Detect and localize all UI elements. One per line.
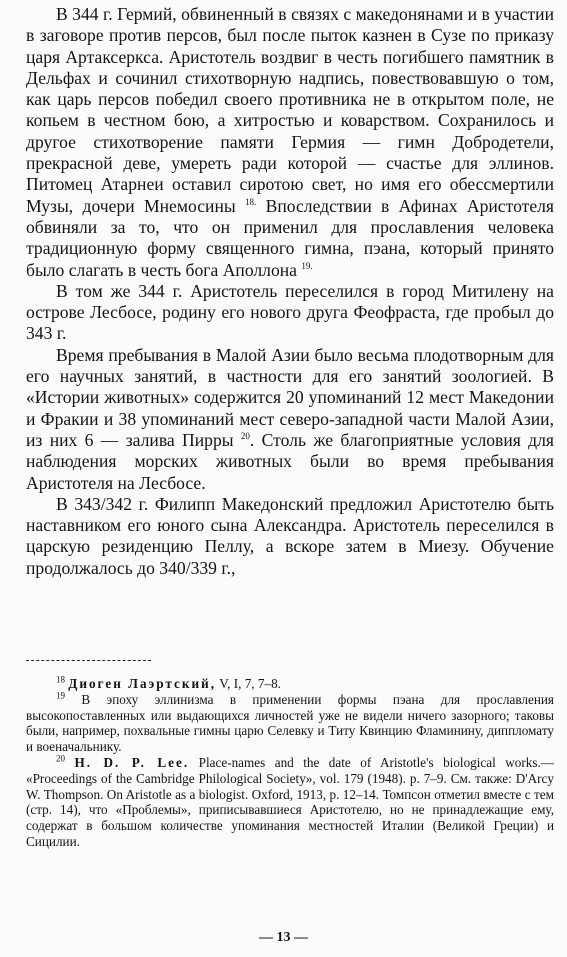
footnote-number: 20: [56, 753, 65, 764]
footnote-19: [26, 692, 554, 755]
footnotes: [26, 676, 554, 850]
footnote-text: V, I, 7, 7–8.: [216, 676, 281, 691]
page-number: — 13 —: [259, 930, 308, 945]
paragraph-3: [26, 345, 554, 494]
footnote-author: Диоген Лаэртский,: [68, 676, 216, 691]
footnote-20: [26, 755, 554, 850]
footnote-ref-18[interactable]: 18.: [245, 196, 257, 207]
footnote-number: 19: [56, 690, 65, 701]
paragraph-text: В 344 г. Гермий, обвиненный в связях с македонянами и в участии в заговоре против персов, был после пыток казнен в Сузе по приказу царя Артаксеркса. Аристотель воздвиг в честь погибшего памятник в Дельфах и сочинил стихотворную надпись, повествовавшую о том, как царь персов победил своего противника не в открытом поле, не копьем в честном бою, а хитростью и коварством. Сохранилось и другое стихотворение памяти Гермия — гимн Добродетели, прекрасной деве, умереть ради которой — счастье для эллинов. Питомец Атарнеи оставил сиротою свет, но имя его обессмертили Музы, дочери Мнемосины: [26, 4, 554, 216]
footnote-text: В эпоху эллинизма в применении формы пэана для прославления высокопоставленных или выдающихся личностей уже не видели ничего зазорного; таковы были, например, похвальные гимны царю Селевку и Титу Квинцию Фламинину, диппломату и военачальнику.: [26, 691, 554, 755]
paragraph-4: В 343/342 г. Филипп Македонский предложил Аристотелю быть наставником его юного сына Александра. Аристотель переселился в царскую резиденцию Пеллу, а вскоре затем в Миезу. Обучение продолжалось до 340/339 г.,: [26, 493, 554, 578]
footnote-divider: [26, 660, 151, 661]
footnote-ref-20[interactable]: 20: [240, 431, 250, 442]
footnote-number: 18: [56, 674, 65, 685]
main-text: [26, 4, 554, 579]
paragraph-1: [26, 4, 554, 281]
paragraph-2: В том же 344 г. Аристотель переселился в город Митилену на острове Лесбосе, родину его нового друга Феофраста, где пробыл до 343 г.: [26, 280, 554, 344]
footnote-text: Place-names and the date of Aristotle's biological works.— «Proceedings of the Cambridge Philological Society», vol. 179 (1948). p. 7–9. См. также: D'Arcy W. Thompson. On Aristotle as a biologist. Oxford, 1913, p. 12–14. Томпсон отметил вместе с тем (стр. 14), что «Проблемы», приписывавшиеся Аристотелю, но не принадлежащие ему, содержат в большом количестве упоминания местностей Италии (Великой Греции) и Сицилии.: [26, 754, 554, 849]
paragraph-text: . Столь же благоприятные условия для наблюдения морских животных были во время пребывания Аристотеля на Лесбосе.: [26, 429, 554, 493]
footnote-author: H. D. P. Lee.: [74, 754, 190, 770]
footnote-18: [26, 676, 554, 692]
footnote-ref-19[interactable]: 19.: [301, 260, 313, 271]
paragraph-text: Впоследствии в Афинах Аристотеля обвиняли за то, что он применил для прославления человека традиционную форму священного гимна, пэана, который принято было слагать в честь бога Аполлона: [26, 195, 555, 280]
paragraph-text: Время пребывания в Малой Азии было весьма плодотворным для его научных занятий, в частности для его занятий зоологией. В «Истории животных» содержится 20 упоминаний 12 мест Македонии и Фракии и 38 упоминаний мест северо-западной части Малой Азии, из них 6 — залива Пирры: [26, 344, 554, 450]
